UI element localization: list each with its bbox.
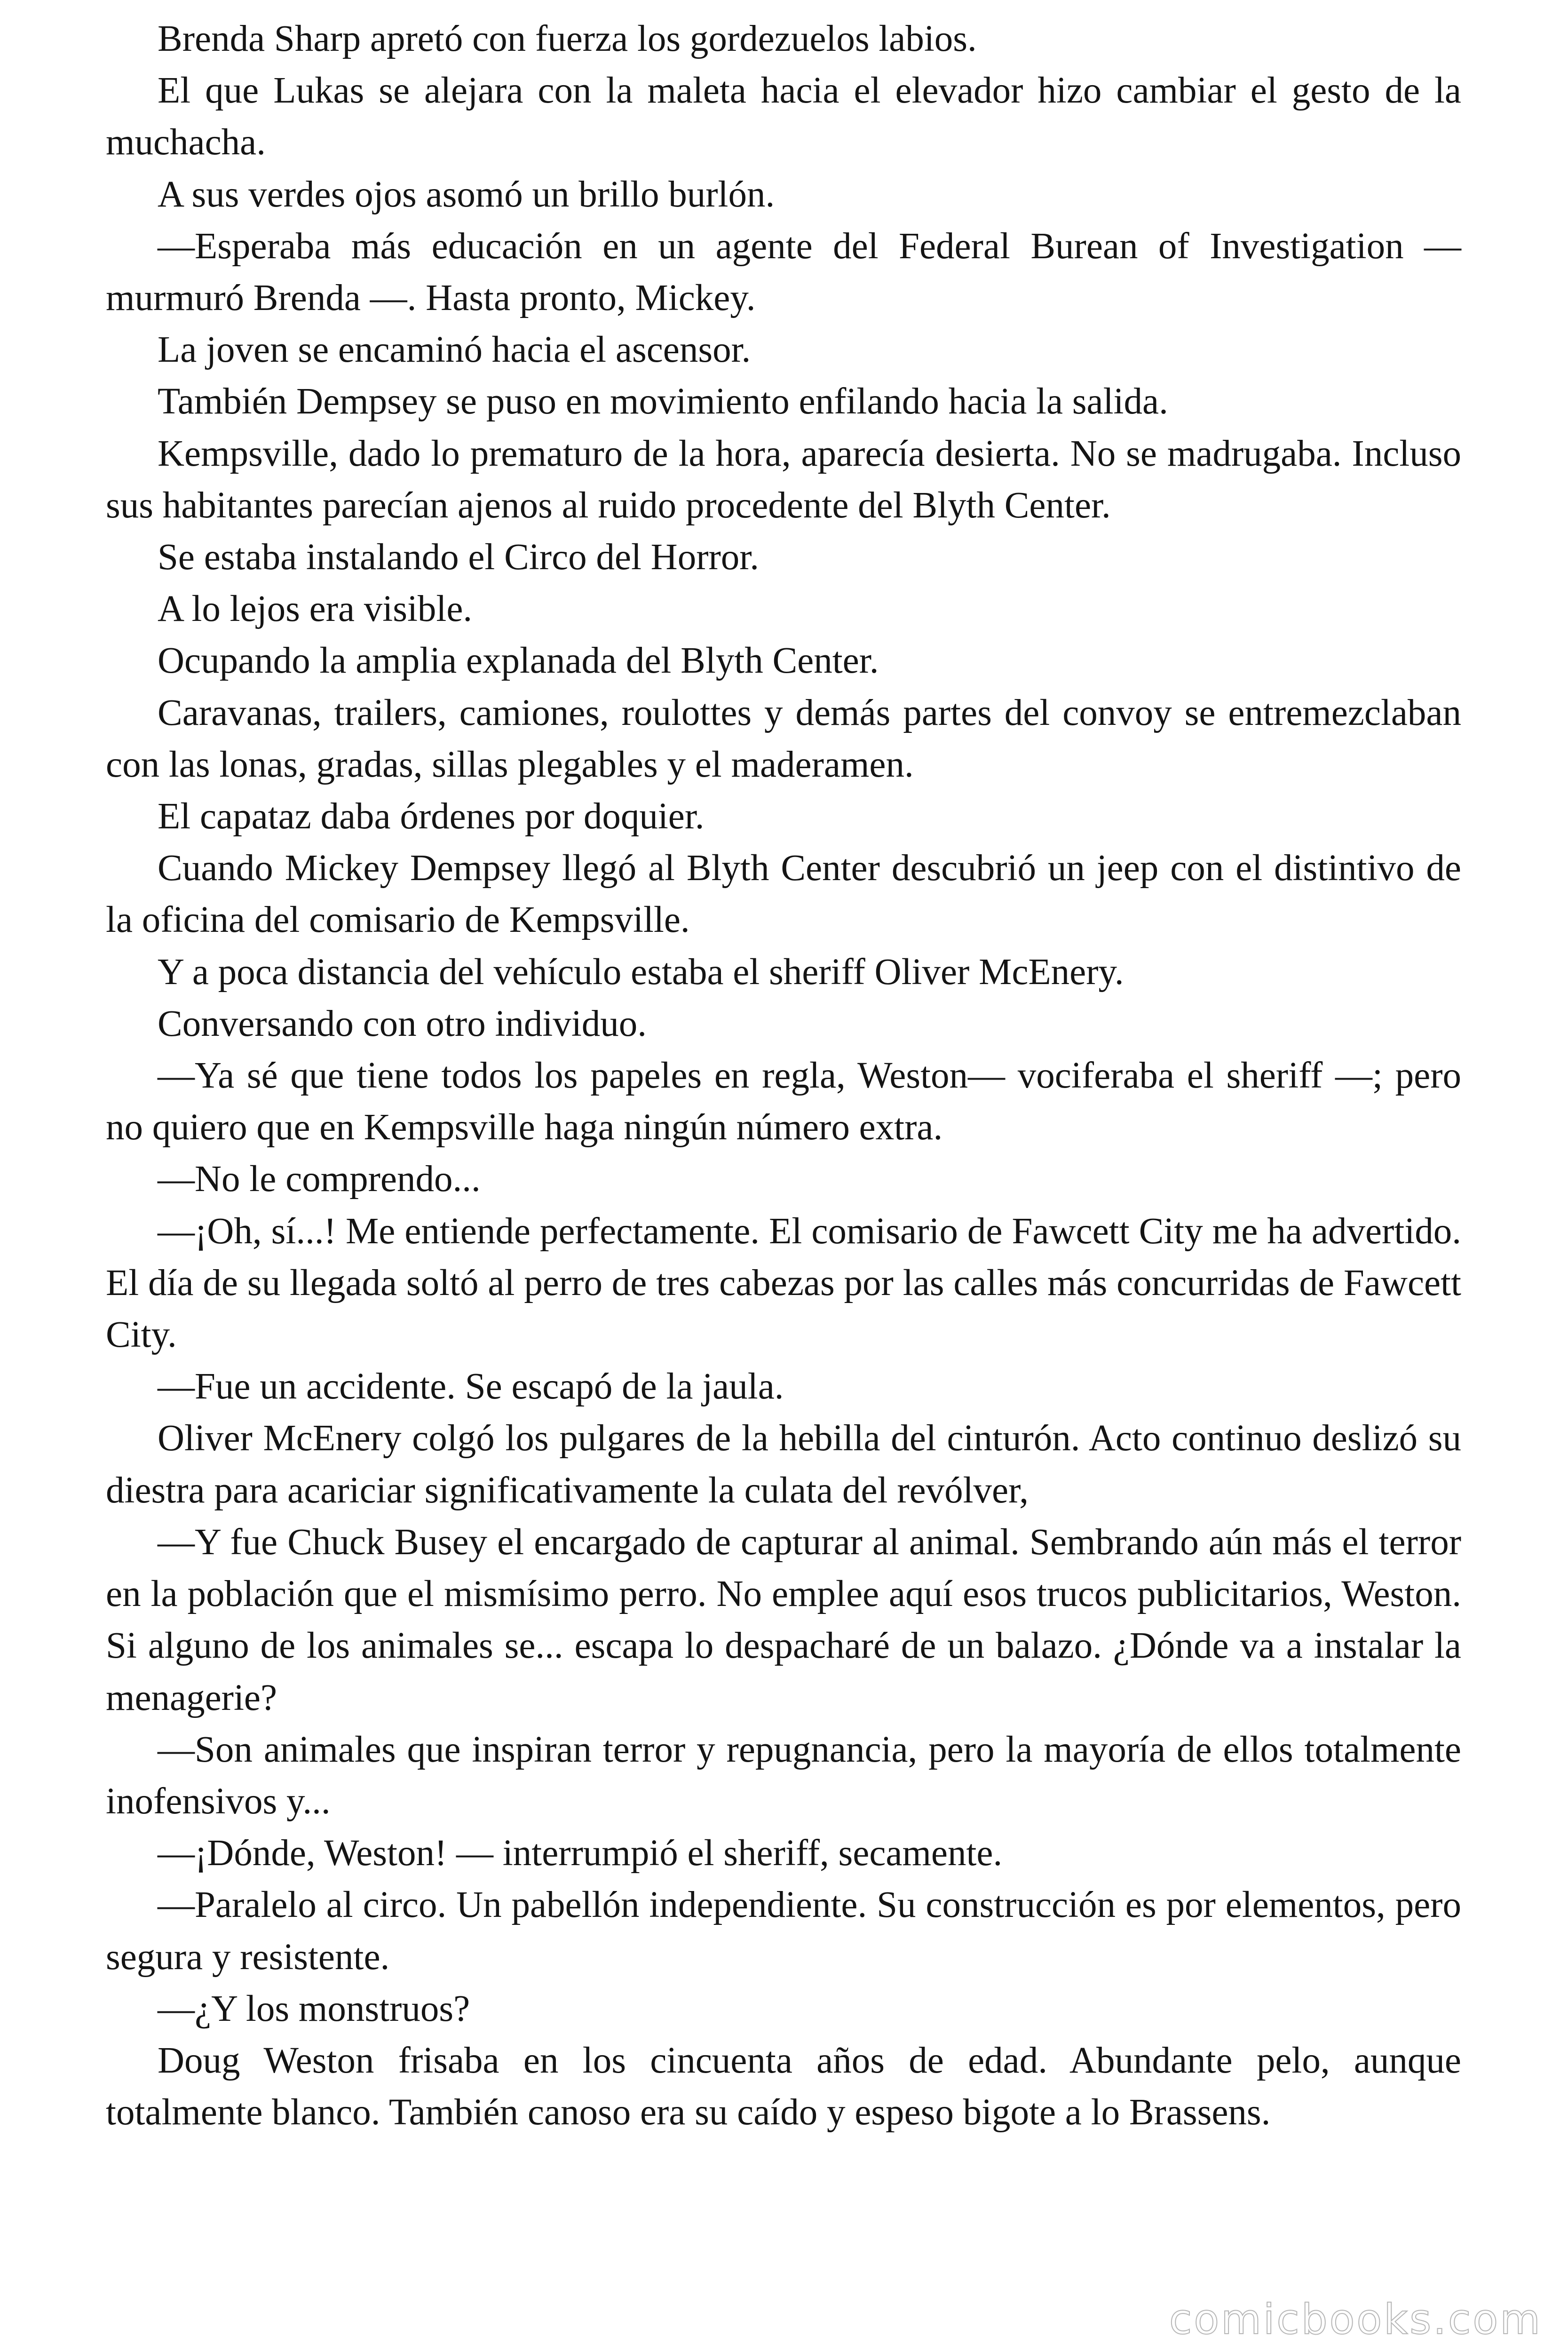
paragraph: Brenda Sharp apretó con fuerza los gordezuelos labios. xyxy=(158,18,977,59)
paragraph: Kempsville, dado lo prematuro de la hora, aparecía desierta. No se madrugaba. Incluso sus habitantes parecían ajenos al ruido procedente del Blyth Center. xyxy=(106,433,1461,526)
paragraph: Conversando con otro individuo. xyxy=(158,1003,647,1044)
paragraph: —Y fue Chuck Busey el encargado de capturar al animal. Sembrando aún más el terror en la población que el mismísimo perro. No emplee aquí esos trucos publicitarios, Weston. Si alguno de los animales se... escapa lo despacharé de un balazo. ¿Dónde va a instalar la menagerie? xyxy=(106,1521,1461,1718)
paragraph: Oliver McEnery colgó los pulgares de la hebilla del cinturón. Acto continuo deslizó su diestra para acariciar significativamente la culata del revólver, xyxy=(106,1418,1461,1511)
paragraph: El que Lukas se alejara con la maleta hacia el elevador hizo cambiar el gesto de la muchacha. xyxy=(106,70,1461,163)
paragraph: El capataz daba órdenes por doquier. xyxy=(158,796,705,837)
paragraph: La joven se encaminó hacia el ascensor. xyxy=(158,329,751,371)
paragraph: Cuando Mickey Dempsey llegó al Blyth Center descubrió un jeep con el distintivo de la oficina del comisario de Kempsville. xyxy=(106,848,1461,941)
paragraph: —Esperaba más educación en un agente del Federal Burean of Investigation — murmuró Brenda —. Hasta pronto, Mickey. xyxy=(106,225,1461,319)
paragraph: Y a poca distancia del vehículo estaba el sheriff Oliver McEnery. xyxy=(158,951,1124,993)
paragraph: —Paralelo al circo. Un pabellón independiente. Su construcción es por elementos, pero segura y resistente. xyxy=(106,1884,1461,1978)
watermark-logo: comicbooks.com xyxy=(1169,2295,1542,2344)
paragraph: —¡Dónde, Weston! — interrumpió el sheriff, secamente. xyxy=(158,1833,1003,1874)
paragraph: —Fue un accidente. Se escapó de la jaula. xyxy=(158,1366,784,1407)
paragraph: Caravanas, trailers, camiones, roulottes y demás partes del convoy se entremezclaban con las lonas, gradas, sillas plegables y el maderamen. xyxy=(106,692,1461,785)
paragraph: Se estaba instalando el Circo del Horror. xyxy=(158,537,760,578)
body-text xyxy=(106,13,1461,2138)
paragraph: —Ya sé que tiene todos los papeles en regla, Weston— vociferaba el sheriff —; pero no quiero que en Kempsville haga ningún número extra. xyxy=(106,1055,1461,1148)
paragraph: —¿Y los monstruos? xyxy=(158,1988,470,2029)
paragraph: A sus verdes ojos asomó un brillo burlón. xyxy=(158,174,775,215)
paragraph: También Dempsey se puso en movimiento enfilando hacia la salida. xyxy=(158,381,1168,422)
paragraph: —¡Oh, sí...! Me entiende perfectamente. El comisario de Fawcett City me ha advertido. El día de su llegada soltó al perro de tres cabezas por las calles más concurridas de Fawcett City. xyxy=(106,1210,1461,1356)
paragraph: Doug Weston frisaba en los cincuenta años de edad. Abundante pelo, aunque totalmente blanco. También canoso era su caído y espeso bigote a lo Brassens. xyxy=(106,2040,1461,2133)
paragraph: —No le comprendo... xyxy=(158,1159,481,1200)
paragraph: Ocupando la amplia explanada del Blyth Center. xyxy=(158,640,879,682)
paragraph: A lo lejos era visible. xyxy=(158,588,473,630)
paragraph: —Son animales que inspiran terror y repugnancia, pero la mayoría de ellos totalmente inofensivos y... xyxy=(106,1729,1461,1822)
